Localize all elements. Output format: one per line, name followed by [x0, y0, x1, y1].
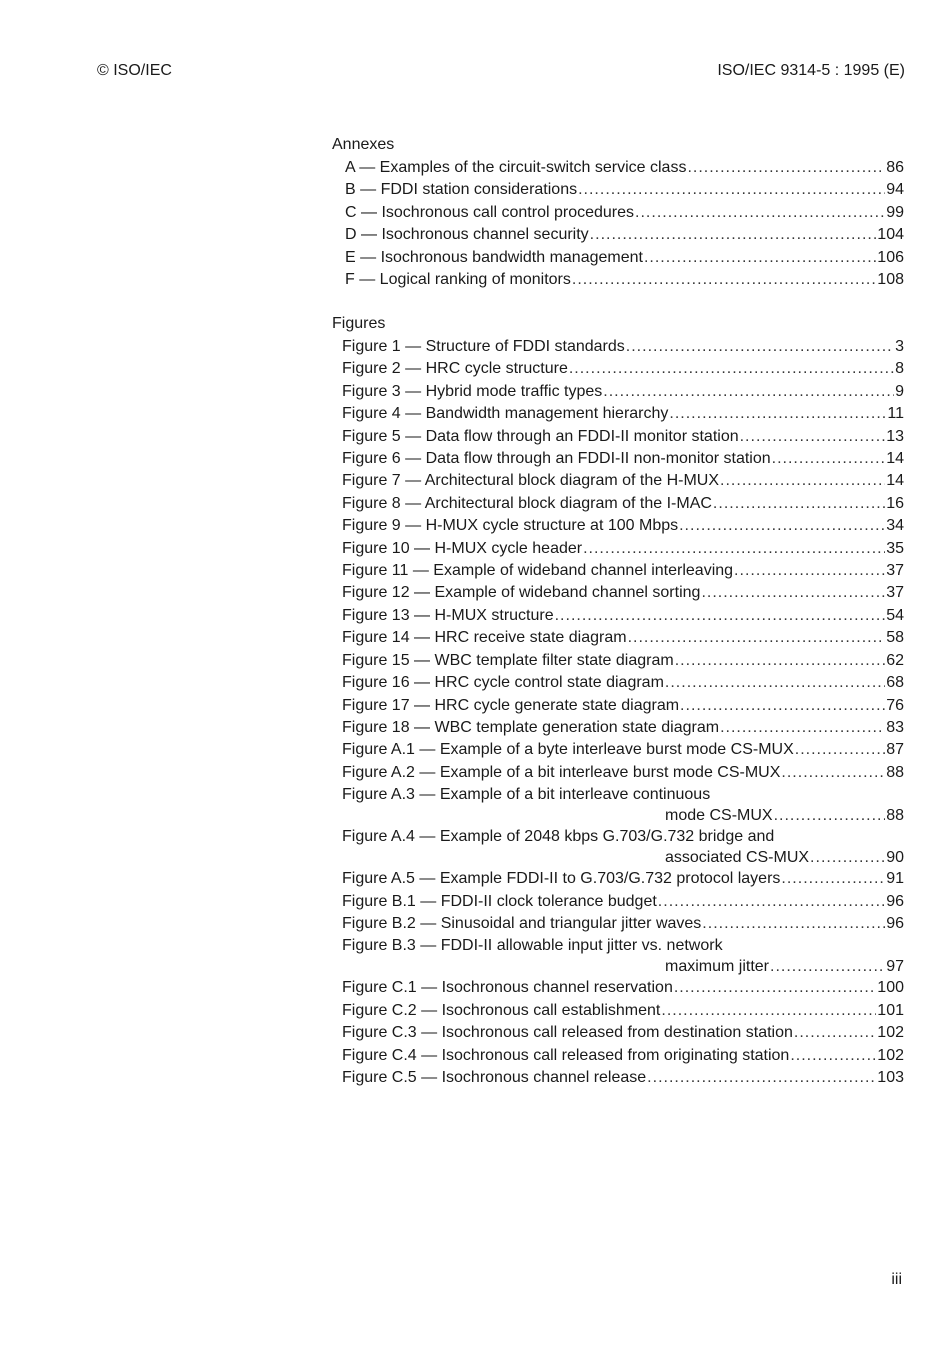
toc-entry[interactable] [332, 381, 904, 403]
dot-leader [770, 956, 885, 977]
toc-entry-label: Figure 5 — Data flow through an FDDI-II monitor station [342, 427, 739, 445]
toc-entry-page: 100 [877, 979, 904, 997]
toc-entry-label: Figure 17 — HRC cycle generate state diagram [342, 696, 680, 714]
dot-leader [781, 762, 885, 784]
dot-leader [810, 847, 885, 868]
annexes-section [332, 134, 904, 291]
toc-entry-label: Figure 11 — Example of wideband channel interleaving [342, 562, 734, 580]
dot-leader [572, 269, 876, 291]
header-left: © ISO/IEC [97, 62, 172, 79]
toc-entry-page: 96 [886, 892, 904, 910]
toc-entry-page: 58 [886, 629, 904, 647]
toc-entry[interactable] [332, 650, 904, 672]
toc-entry-label: Figure 7 — Architectural block diagram of the H-MUX [342, 472, 720, 490]
toc-entry[interactable] [332, 739, 904, 761]
dot-leader [555, 605, 886, 627]
toc-entry-page: 91 [886, 870, 904, 888]
toc-entry-label-cont: maximum jitter [665, 958, 770, 976]
toc-entry-label: Figure 2 — HRC cycle structure [342, 360, 568, 378]
toc-entry[interactable] [332, 913, 904, 935]
toc-entry-label: Figure A.2 — Example of a bit interleave burst mode CS-MUX [342, 763, 781, 781]
dot-leader [578, 179, 885, 201]
toc-entry-page: 68 [886, 674, 904, 692]
dot-leader [658, 891, 885, 913]
toc-entry-label: Figure A.3 — Example of a bit interleave continuous [342, 786, 711, 804]
toc-entry-page: 16 [886, 494, 904, 512]
dot-leader [720, 470, 885, 492]
toc-entry-label: Figure 16 — HRC cycle control state diagram [342, 674, 664, 692]
toc-entry-label: Figure 3 — Hybrid mode traffic types [342, 382, 603, 400]
toc-entry[interactable] [332, 269, 904, 291]
dot-leader [626, 336, 894, 358]
toc-entry-label: Figure C.4 — Isochronous call released from originating station [342, 1046, 790, 1064]
toc-entry-label: E — Isochronous bandwidth management [345, 248, 643, 266]
toc-entry-page: 101 [877, 1001, 904, 1019]
toc-entry-page: 34 [886, 517, 904, 535]
dot-leader [665, 672, 885, 694]
dot-leader [635, 202, 885, 224]
toc-entry-label: Figure C.5 — Isochronous channel release [342, 1068, 647, 1086]
toc-entry-page: 13 [886, 427, 904, 445]
dot-leader [674, 977, 876, 999]
toc-entry-page: 96 [886, 914, 904, 932]
toc-entry[interactable] [332, 515, 904, 537]
toc-entry-label: Figure 14 — HRC receive state diagram [342, 629, 627, 647]
toc-entry-page: 99 [886, 203, 904, 221]
toc-entry[interactable] [332, 470, 904, 492]
toc-entry-page: 97 [886, 958, 904, 976]
toc-entry[interactable] [332, 826, 904, 868]
dot-leader [781, 868, 885, 890]
toc-entry-page: 8 [895, 360, 904, 378]
dot-leader [569, 358, 894, 380]
toc-entry-label: Figure 18 — WBC template generation state diagram [342, 718, 720, 736]
toc-entry-label: Figure B.3 — FDDI-II allowable input jitter vs. network [342, 937, 723, 955]
header-right: ISO/IEC 9314-5 : 1995 (E) [717, 62, 905, 79]
toc-entry[interactable] [332, 582, 904, 604]
toc-entry[interactable] [332, 762, 904, 784]
toc-entry-page: 76 [886, 696, 904, 714]
toc-entry[interactable] [332, 672, 904, 694]
toc-entry-label-cont: associated CS-MUX [665, 849, 810, 867]
toc-entry[interactable] [332, 605, 904, 627]
toc-entry-label: Figure C.2 — Isochronous call establishment [342, 1001, 661, 1019]
dot-leader [794, 1022, 876, 1044]
toc-entry-page: 37 [886, 584, 904, 602]
toc-entry-page: 103 [877, 1068, 904, 1086]
toc-entry-label: Figure A.1 — Example of a byte interleave burst mode CS-MUX [342, 741, 794, 759]
dot-leader [675, 650, 886, 672]
toc-entry-page: 14 [886, 450, 904, 468]
toc-entry-label: Figure 1 — Structure of FDDI standards [342, 338, 625, 355]
toc-entry[interactable] [332, 358, 904, 380]
toc-entry-label: F — Logical ranking of monitors [345, 271, 571, 289]
toc-entry-page: 62 [886, 651, 904, 669]
toc-entry[interactable] [332, 1022, 904, 1044]
toc-entry[interactable] [332, 1067, 904, 1089]
toc-entry[interactable] [332, 157, 904, 179]
toc-entry-page: 11 [887, 405, 904, 423]
toc-entry-label: Figure 6 — Data flow through an FDDI-II non-monitor station [342, 450, 771, 468]
dot-leader [644, 247, 876, 269]
figures-section [332, 313, 904, 1089]
toc-entry-page: 9 [895, 382, 904, 400]
toc-entry-page: 102 [877, 1046, 904, 1064]
toc-entry-page: 94 [886, 181, 904, 199]
dot-leader [734, 560, 885, 582]
toc-entry[interactable] [332, 891, 904, 913]
page-number: iii [891, 1271, 902, 1288]
toc-entry[interactable] [332, 1000, 904, 1022]
toc-entry[interactable] [332, 784, 904, 826]
dot-leader [720, 717, 885, 739]
toc-entry[interactable] [332, 202, 904, 224]
toc-entry[interactable] [332, 179, 904, 201]
dot-leader [772, 448, 886, 470]
dot-leader [603, 381, 894, 403]
toc-entry-label-cont: mode CS-MUX [665, 807, 773, 825]
annex-list [332, 157, 904, 291]
toc-entry-label: Figure B.2 — Sinusoidal and triangular jitter waves [342, 914, 702, 932]
dot-leader [679, 515, 885, 537]
toc-entry-page: 35 [886, 539, 904, 557]
toc-entry[interactable] [332, 403, 904, 425]
toc-entry[interactable] [332, 426, 904, 448]
toc-entry-page: 102 [877, 1024, 904, 1042]
toc-entry-label: Figure A.4 — Example of 2048 kbps G.703/G.732 bridge and [342, 828, 775, 846]
dot-leader [795, 739, 885, 761]
toc-entry-label: Figure 12 — Example of wideband channel sorting [342, 584, 701, 602]
dot-leader [661, 1000, 876, 1022]
dot-leader [669, 403, 886, 425]
toc-entry-label: Figure C.1 — Isochronous channel reservation [342, 979, 673, 997]
toc-entry-page: 88 [886, 807, 904, 825]
toc-entry[interactable] [332, 627, 904, 649]
dot-leader [647, 1067, 876, 1089]
toc-entry[interactable] [332, 1045, 904, 1067]
figure-list [332, 336, 904, 1089]
toc-entry-label: Figure B.1 — FDDI-II clock tolerance budget [342, 892, 657, 910]
toc-entry[interactable] [332, 247, 904, 269]
toc-entry[interactable] [332, 977, 904, 999]
dot-leader [740, 426, 886, 448]
dot-leader [702, 913, 885, 935]
toc-entry-page: 106 [877, 248, 904, 266]
toc-entry-page: 108 [877, 271, 904, 289]
toc-entry[interactable] [332, 448, 904, 470]
dot-leader [590, 224, 877, 246]
dot-leader [628, 627, 886, 649]
toc-entry-page: 88 [886, 763, 904, 781]
annexes-title: Annexes [332, 136, 395, 153]
toc-entry[interactable] [332, 695, 904, 717]
toc-entry-label: Figure 10 — H-MUX cycle header [342, 539, 583, 557]
toc-entry-page: 37 [886, 562, 904, 580]
toc-entry[interactable] [332, 493, 904, 515]
toc-entry-page: 54 [886, 606, 904, 624]
toc-entry-page: 14 [886, 472, 904, 490]
dot-leader [774, 805, 886, 826]
toc-entry-label: Figure 4 — Bandwidth management hierarchy [342, 405, 669, 423]
toc-entry[interactable] [332, 560, 904, 582]
toc-entry-label: A — Examples of the circuit-switch service class [345, 159, 687, 176]
toc-entry-page: 3 [895, 338, 904, 355]
toc-entry-label: B — FDDI station considerations [345, 181, 578, 199]
dot-leader [713, 493, 885, 515]
dot-leader [790, 1045, 876, 1067]
toc-entry-page: 90 [886, 849, 904, 867]
toc-entry-label: Figure C.3 — Isochronous call released from destination station [342, 1024, 793, 1042]
toc-entry-page: 83 [886, 718, 904, 736]
toc-entry-label: Figure 15 — WBC template filter state diagram [342, 651, 674, 669]
toc-entry[interactable] [332, 538, 904, 560]
toc-entry-label: Figure 8 — Architectural block diagram of the I-MAC [342, 494, 712, 512]
toc-entry-label: Figure A.5 — Example FDDI-II to G.703/G.732 protocol layers [342, 870, 781, 888]
toc-entry-label: C — Isochronous call control procedures [345, 203, 635, 221]
figures-title: Figures [332, 315, 386, 332]
dot-leader [680, 695, 885, 717]
toc-entry-page: 104 [877, 226, 904, 244]
toc-entry-page: 87 [886, 741, 904, 759]
toc-entry-label: Figure 9 — H-MUX cycle structure at 100 Mbps [342, 517, 679, 535]
toc-entry-page: 86 [886, 159, 904, 176]
dot-leader [583, 538, 885, 560]
toc-entry[interactable] [332, 224, 904, 246]
dot-leader [701, 582, 885, 604]
dot-leader [687, 157, 885, 179]
toc-entry-label: D — Isochronous channel security [345, 226, 589, 244]
toc-entry[interactable] [332, 868, 904, 890]
toc-entry[interactable] [332, 336, 904, 358]
toc-entry[interactable] [332, 717, 904, 739]
toc-entry-label: Figure 13 — H-MUX structure [342, 606, 554, 624]
toc-entry[interactable] [332, 935, 904, 977]
